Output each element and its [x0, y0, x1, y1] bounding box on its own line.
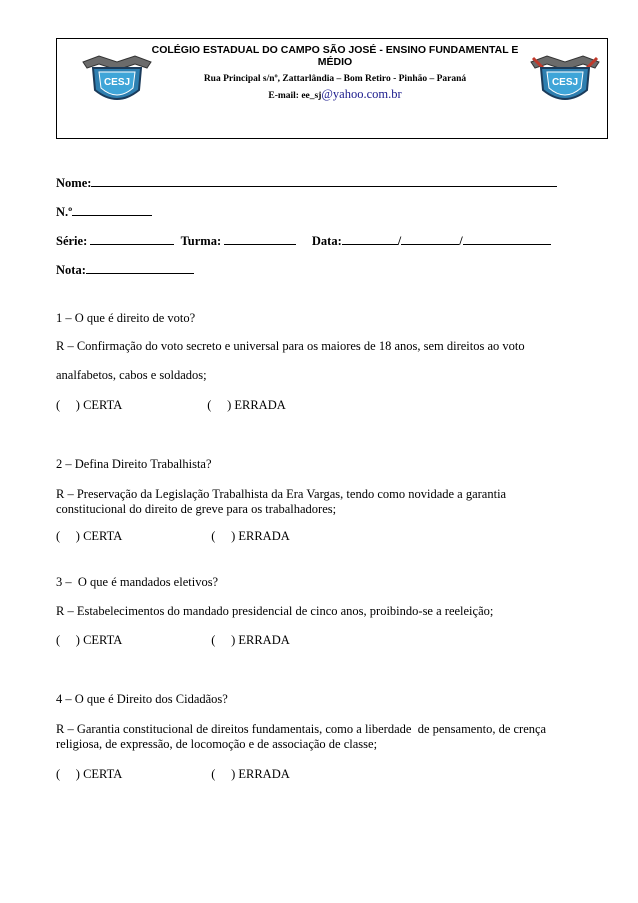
logo-text-left: CESJ [103, 77, 131, 88]
name-field-row [56, 176, 557, 191]
email-domain[interactable]: @yahoo.com.br [321, 87, 402, 101]
number-field-row [56, 205, 152, 220]
certa-option-2[interactable]: ( ) CERTA [56, 529, 123, 543]
answer-4-line-2: religiosa, de expressão, de locomoção e de associação de classe; [56, 737, 378, 751]
serie-label: Série: [56, 234, 88, 248]
serie-blank[interactable] [90, 234, 174, 245]
school-name: COLÉGIO ESTADUAL DO CAMPO SÃO JOSÉ - ENSINO FUNDAMENTAL E MÉDIO [151, 44, 519, 68]
name-label: Nome: [56, 176, 92, 190]
number-label: N.º [56, 205, 73, 219]
question-4: 4 – O que é Direito dos Cidadãos? [56, 692, 228, 706]
errada-option-1[interactable]: ( ) ERRADA [207, 398, 286, 412]
name-blank[interactable] [91, 176, 557, 187]
errada-option-2[interactable]: ( ) ERRADA [211, 529, 290, 543]
answer-4-line-1: R – Garantia constitucional de direitos fundamentais, como a liberdade de pensamento, de crença [56, 722, 547, 736]
options-row-1 [56, 398, 286, 413]
school-logo-right [527, 52, 603, 110]
answer-1-line-1: R – Confirmação do voto secreto e universal para os maiores de 18 anos, sem direitos ao voto [56, 339, 525, 353]
serie-turma-data-row: Série: Turma: Data: / / [56, 234, 551, 249]
certa-option-4[interactable]: ( ) CERTA [56, 767, 123, 781]
month-blank[interactable] [401, 234, 459, 245]
logo-text-right: CESJ [551, 77, 579, 88]
answer-2-line-1: R – Preservação da Legislação Trabalhista da Era Vargas, tendo como novidade a garantia [56, 487, 507, 501]
turma-blank[interactable] [224, 234, 296, 245]
errada-option-3[interactable]: ( ) ERRADA [211, 633, 290, 647]
year-blank[interactable] [463, 234, 551, 245]
turma-label: Turma: [180, 234, 222, 248]
options-row-3 [56, 633, 290, 648]
options-row-2 [56, 529, 290, 544]
data-label: Data: [311, 234, 342, 248]
answer-1-line-2: analfabetos, cabos e soldados; [56, 368, 207, 382]
email-prefix: E-mail: ee_sj [268, 91, 322, 101]
question-3: 3 – O que é mandados eletivos? [56, 575, 219, 589]
certa-option-1[interactable]: ( ) CERTA [56, 398, 123, 412]
nota-label: Nota: [56, 263, 86, 277]
answer-2-line-2: constitucional do direito de greve para os trabalhadores; [56, 502, 337, 516]
question-2: 2 – Defina Direito Trabalhista? [56, 457, 212, 471]
nota-field-row [56, 263, 194, 278]
answer-3-line-1: R – Estabelecimentos do mandado presidencial de cinco anos, proibindo-se a reeleição; [56, 604, 494, 618]
number-blank[interactable] [72, 205, 152, 216]
certa-option-3[interactable]: ( ) CERTA [56, 633, 123, 647]
school-address: Rua Principal s/nº, Zattarlândia – Bom Retiro - Pinhão – Paraná [203, 74, 467, 84]
school-header [56, 38, 608, 139]
question-1: 1 – O que é direito de voto? [56, 311, 196, 325]
errada-option-4[interactable]: ( ) ERRADA [211, 767, 290, 781]
day-blank[interactable] [342, 234, 398, 245]
school-email [139, 87, 531, 103]
options-row-4 [56, 767, 290, 782]
nota-blank[interactable] [86, 263, 194, 274]
